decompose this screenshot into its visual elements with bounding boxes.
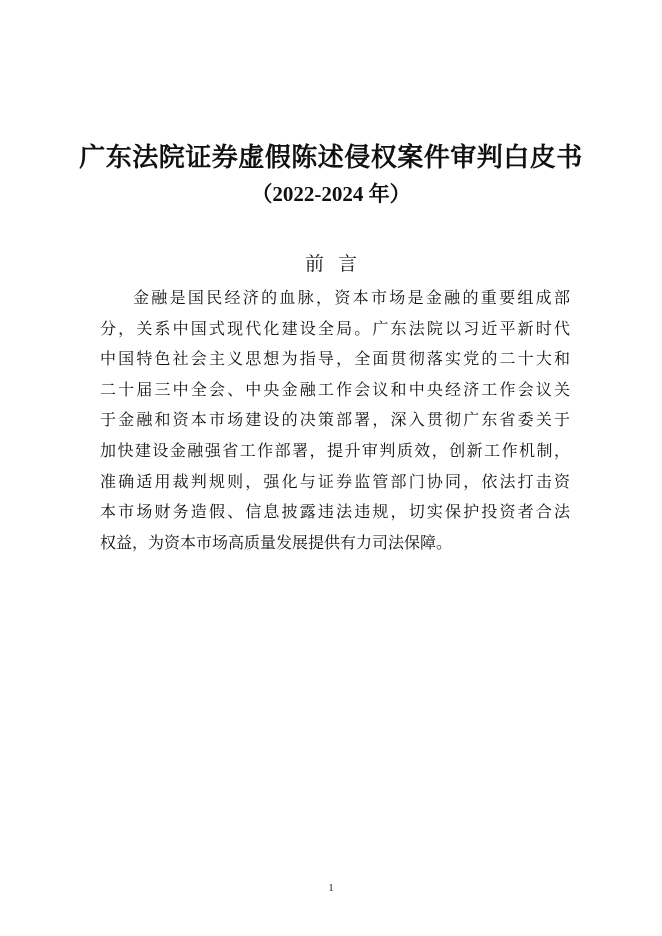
page-number: 1: [328, 883, 334, 894]
paragraph-line: 本市场财务造假、信息披露违法违规，切实保护投资者合法: [100, 502, 570, 522]
paragraph-line: 二十届三中全会、中央金融工作会议和中央经济工作会议关: [100, 379, 570, 399]
paragraph-line: 中国特色社会主义思想为指导，全面贯彻落实党的二十大和: [100, 349, 570, 369]
document-title: 广东法院证券虚假陈述侵权案件审判白皮书: [79, 143, 583, 173]
paragraph-line: 分，关系中国式现代化建设全局。广东法院以习近平新时代: [100, 318, 570, 338]
section-heading: 前言: [304, 253, 371, 275]
paragraph-line: 权益，为资本市场高质量发展提供有力司法保障。: [100, 532, 453, 552]
paragraph-line: 金融是国民经济的血脉，资本市场是金融的重要组成部: [133, 288, 570, 307]
paragraph-line: 于金融和资本市场建设的决策部署，深入贯彻广东省委关于: [100, 410, 570, 430]
document-subtitle: （2022-2024 年）: [251, 182, 411, 206]
preface-paragraph: [100, 283, 570, 558]
paragraph-line: 准确适用裁判规则，强化与证券监管部门协同，依法打击资: [100, 471, 570, 491]
paragraph-line: 加快建设金融强省工作部署，提升审判质效，创新工作机制，: [100, 440, 570, 460]
